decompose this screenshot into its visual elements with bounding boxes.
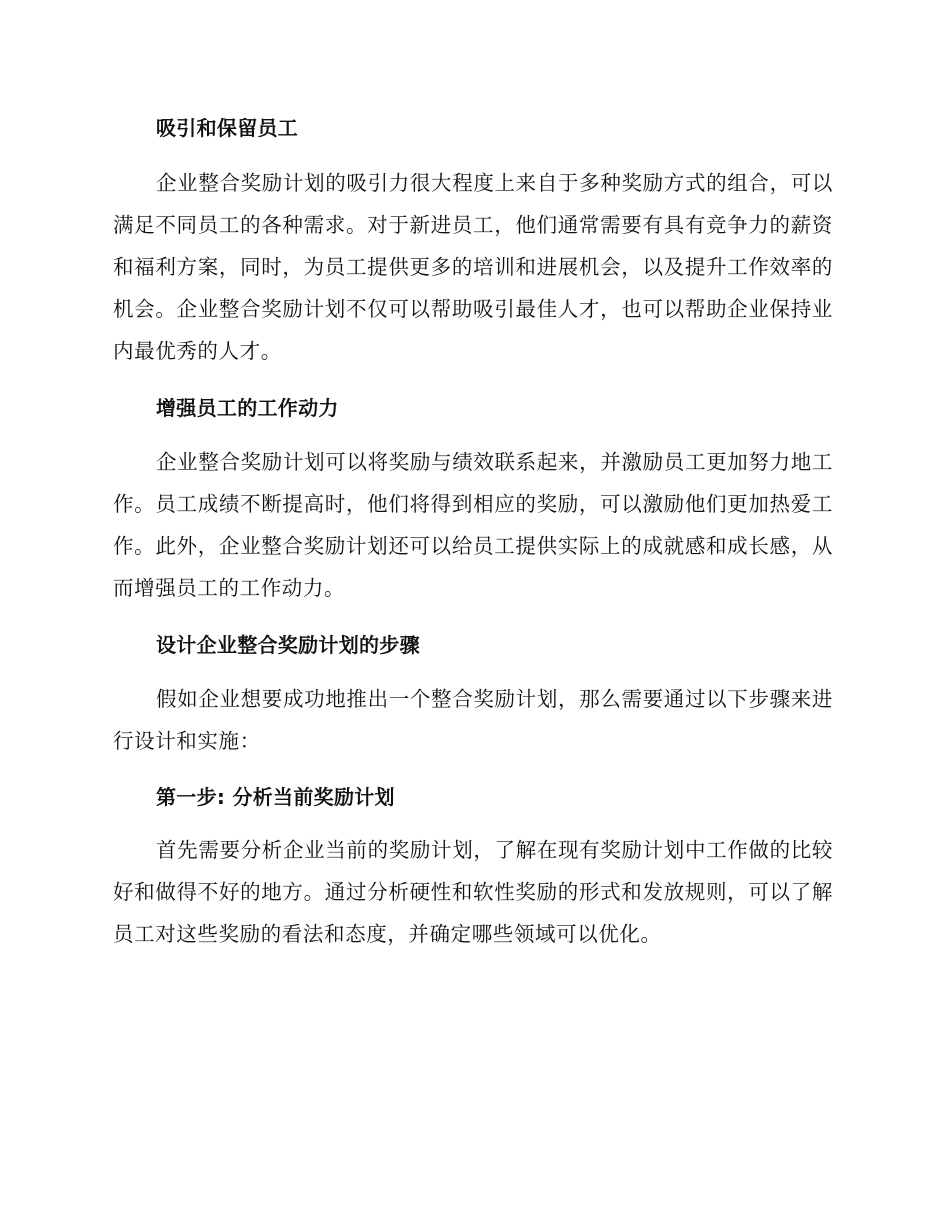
section-paragraph-design-steps: 假如企业想要成功地推出一个整合奖励计划，那么需要通过以下步骤来进行设计和实施：	[113, 687, 833, 753]
section-heading-step-one: 第一步: 分析当前奖励计划	[156, 785, 395, 809]
section-paragraph-motivation: 企业整合奖励计划可以将奖励与绩效联系起来，并激励员工更加努力地工作。员工成绩不断提高时，他们将得到相应的奖励，可以激励他们更加热爱工作。此外，企业整合奖励计划还可以给员工提供实际上的成就感和成长感，从而增强员工的工作动力。	[113, 450, 833, 600]
section-paragraph-attract-retain: 企业整合奖励计划的吸引力很大程度上来自于多种奖励方式的组合，可以满足不同员工的各种需求。对于新进员工，他们通常需要有具有竞争力的薪资和福利方案，同时，为员工提供更多的培训和进展机会，以及提升工作效率的机会。企业整合奖励计划不仅可以帮助吸引最佳人才，也可以帮助企业保持业内最优秀的人才。	[113, 171, 833, 363]
section-heading-motivation: 增强员工的工作动力	[156, 396, 339, 420]
section-heading-attract-retain: 吸引和保留员工	[156, 116, 299, 140]
section-heading-design-steps: 设计企业整合奖励计划的步骤	[156, 633, 420, 657]
section-paragraph-step-one: 首先需要分析企业当前的奖励计划，了解在现有奖励计划中工作做的比较好和做得不好的地方。通过分析硬性和软性奖励的形式和发放规则，可以了解员工对这些奖励的看法和态度，并确定哪些领域可以优化。	[113, 838, 833, 946]
